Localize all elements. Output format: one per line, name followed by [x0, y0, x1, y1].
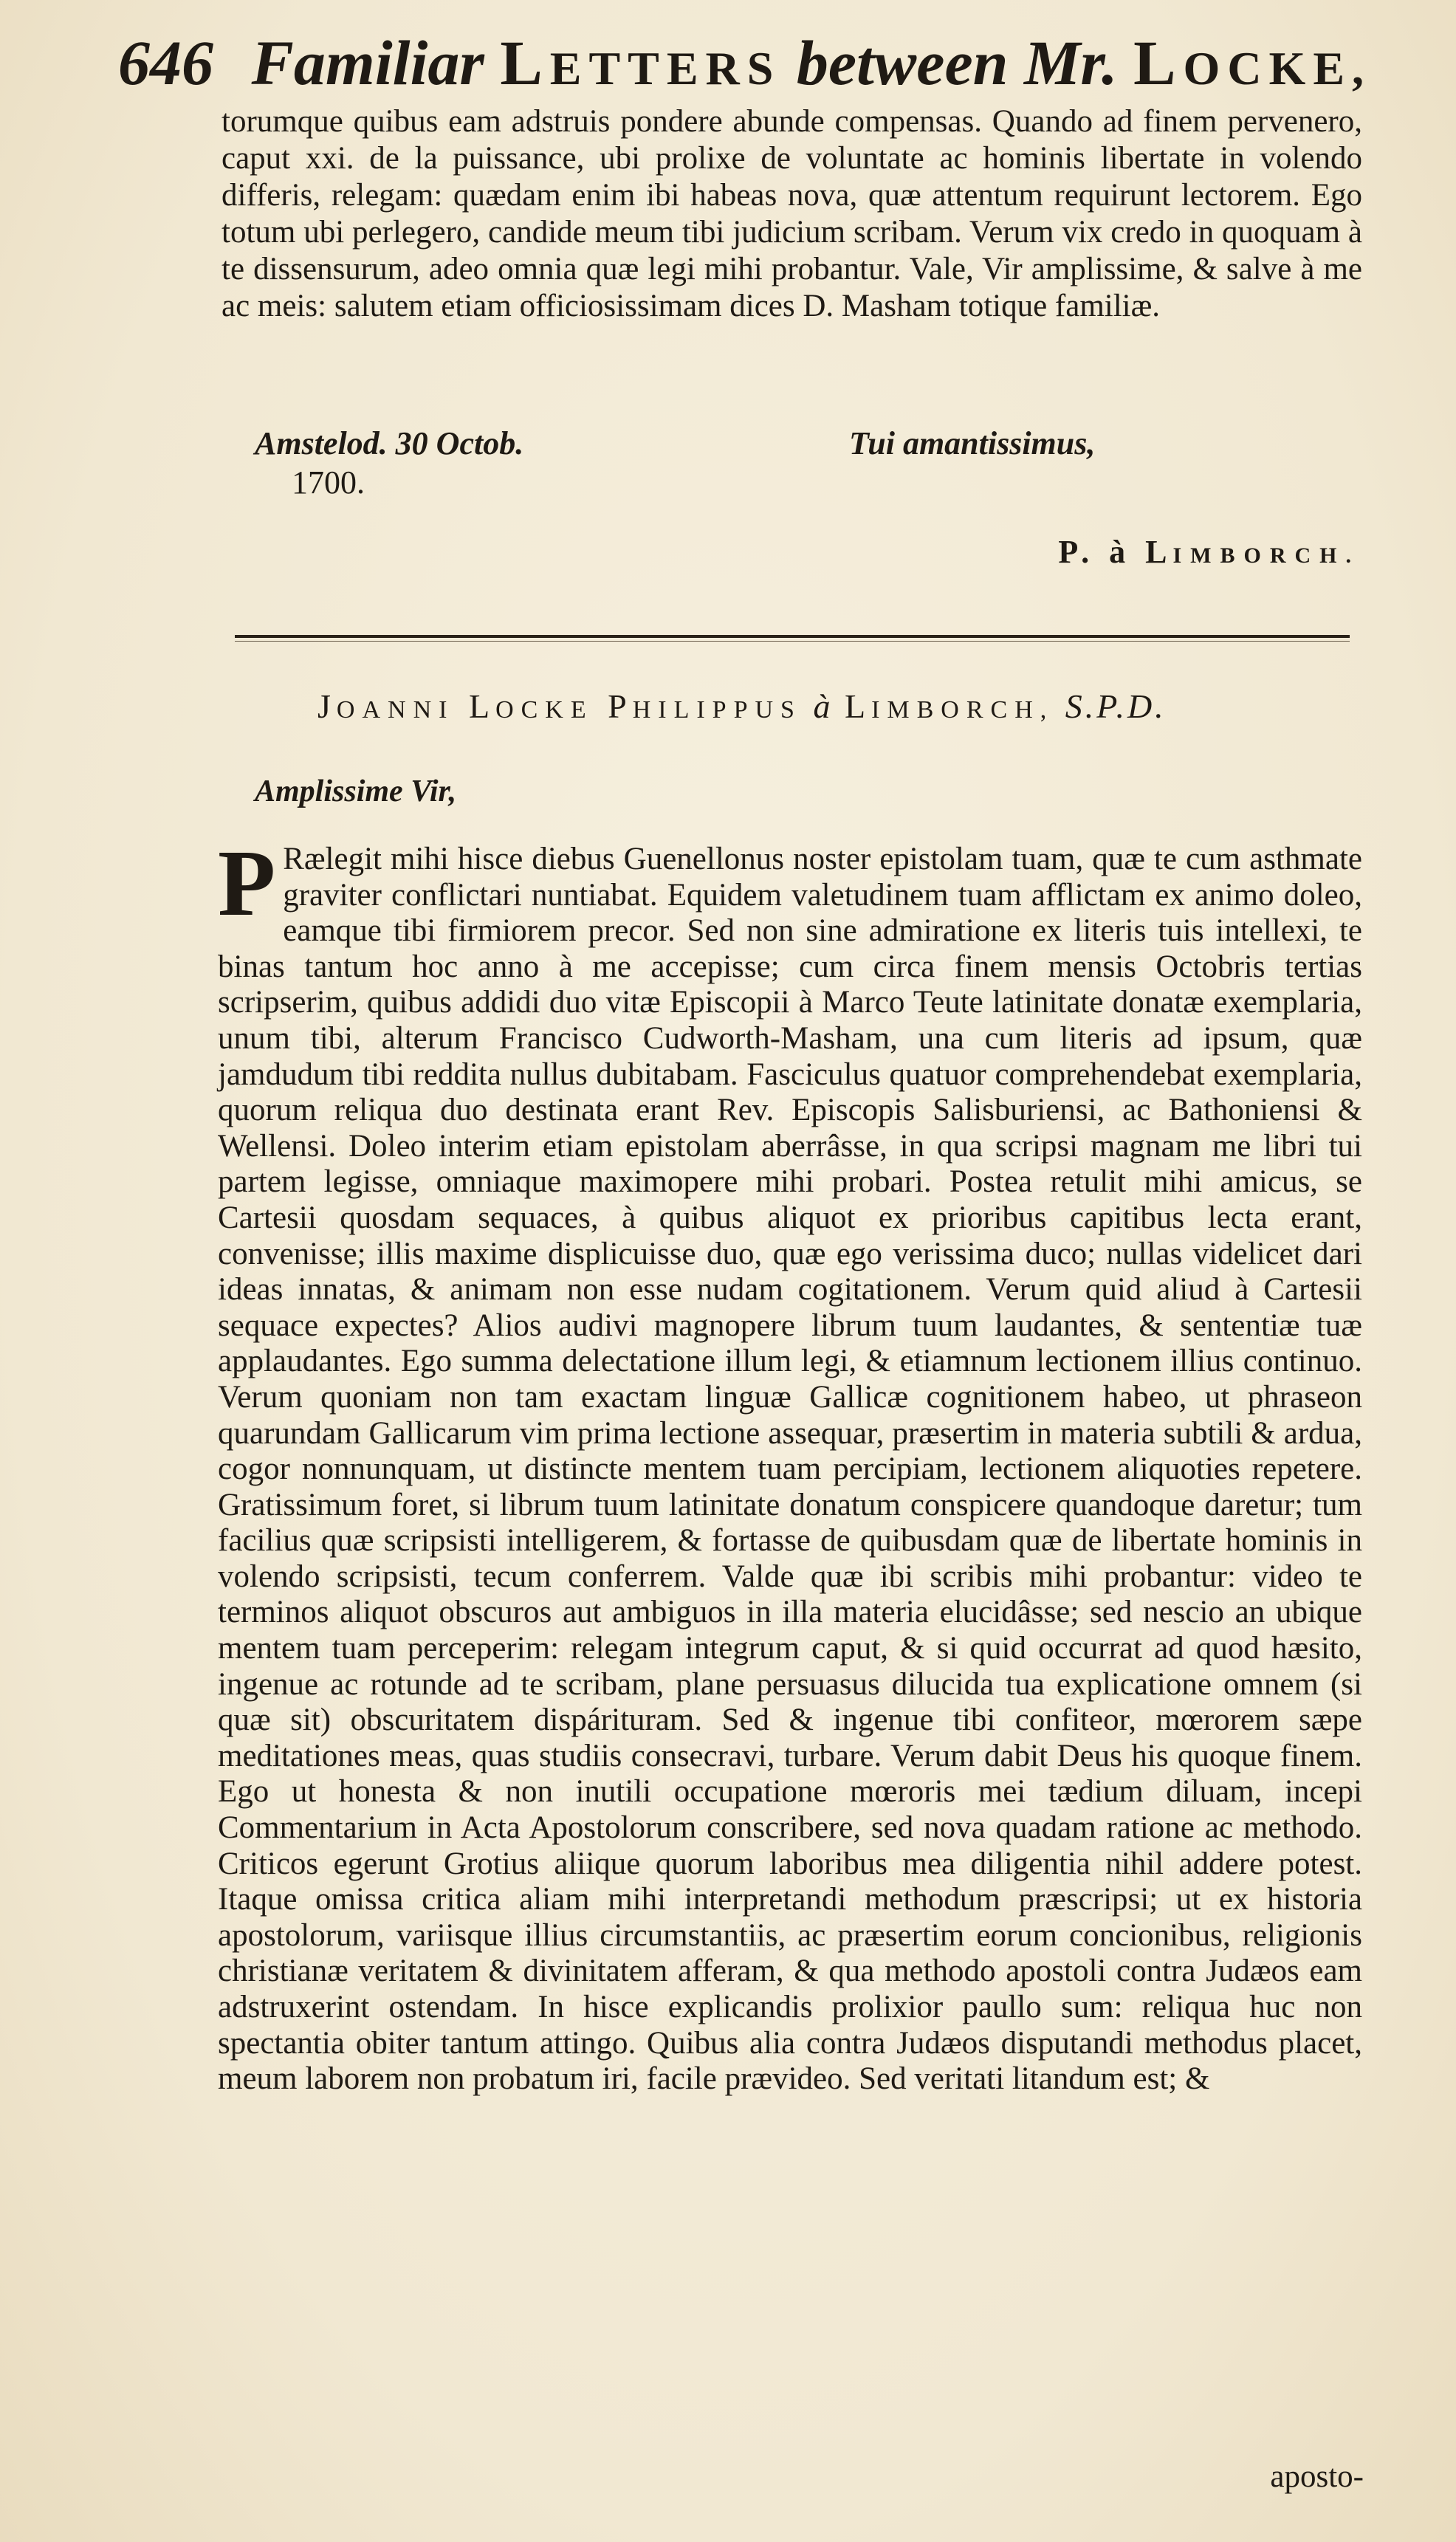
letter2-salutation: Amplissime Vir,	[255, 774, 457, 808]
title-part: à	[801, 687, 845, 725]
title-part: OCKE	[495, 696, 594, 724]
title-part: HILIPPUS	[632, 696, 802, 724]
letter2-body	[218, 831, 1362, 2098]
signer-rest: IMBORCH.	[1172, 543, 1360, 568]
title-part: J	[317, 687, 337, 725]
header-word-letters	[500, 27, 780, 98]
signer-initial: P. à L	[1058, 534, 1173, 570]
title-part: L	[844, 687, 872, 725]
drop-cap: P	[218, 831, 276, 935]
header-word-between: between	[796, 27, 1009, 98]
place-date-text: Amstelod. 30 Octob.	[255, 425, 524, 461]
letter1-valediction: Tui amantissimus,	[849, 425, 1096, 461]
title-part: P	[593, 687, 633, 725]
section-divider-rule	[235, 635, 1350, 638]
letter1-closing-paragraph: torumque quibus eam adstruis pondere abunde compensas. Quando ad finem pervenero, caput xxi. de la puissance, ubi prolixe de voluntate ac hominis libertate in volendo differis, relegam: quædam enim ibi habeas nova, quæ attentum requirunt lectorem. Ego totum ubi perlegero, candide meum tibi judicium scribam. Verum vix credo in quoquam à te dissensurum, adeo omnia quæ legi mihi probantur. Vale, Vir amplissime, & salve à me ac meis: salutem etiam officiosissimam dices D. Masham totique familiæ.	[222, 104, 1362, 323]
section-divider-hairline	[235, 641, 1350, 642]
catchword: aposto-	[1270, 2459, 1364, 2494]
header-word-mr: Mr.	[1023, 27, 1118, 98]
letter1-place-date	[255, 425, 523, 463]
letter2-title	[317, 687, 1167, 726]
title-part: IMBORCH,	[871, 696, 1054, 724]
header-letters-initial: L	[500, 27, 550, 98]
letter1-signature	[1058, 533, 1360, 571]
title-part: S.P.D.	[1054, 687, 1167, 725]
header-locke-rest: OCKE,	[1183, 42, 1371, 95]
letter1-year: 1700.	[292, 464, 365, 501]
title-part: OANNI	[336, 696, 455, 724]
page-number: 646	[118, 27, 213, 98]
header-letters-rest: ETTERS	[549, 42, 781, 95]
header-locke-initial: L	[1133, 27, 1184, 98]
header-word-locke	[1133, 27, 1371, 98]
letter2-body-text: Rælegit mihi hisce diebus Guenellonus noster epistolam tuam, quæ te cum asthmate graviter conflictari nuntiabat. Equidem valetudinem tuam afflictam ex animo doleo, eamque tibi firmiorem precor. Sed non sine admiratione ex literis tuis intellexi, te binas tantum hoc anno à me accepisse; cum circa finem mensis Octobris tertias scripserim, quibus addidi duo vitæ Episcopii à Marco Teute latinitate donatæ exemplaria, unum tibi, alterum Francisco Cudworth-Masham, una cum literis ad ipsum, quæ jamdudum tibi reddita nullus dubitabam. Fasciculus quatuor comprehendebat exemplaria, quorum reliqua duo destinata erant Rev. Episcopis Salisburiensi, ac Bathoniensi & Wellensi. Doleo interim etiam epistolam aberrâsse, in qua scripsi magnam me libri tui partem legisse, omniaque maximopere mihi probari. Postea retulit mihi amicus, se Cartesii quosdam sequaces, à quibus aliquot ex prioribus capitibus lecta erant, convenisse; illis maxime displicuisse duo, quæ ego verissima duco; nullas videlicet dari ideas innatas, & animam non esse nudam cogitationem. Verum quid aliud à Cartesii sequace expectes? Alios audivi magnopere librum tuum laudantes, & sententiæ tuæ applaudantes. Ego summa delectatione illum legi, & etiamnum lectionem illius continuo. Verum quoniam non tam exactam linguæ Gallicæ cognitionem habeo, ut phraseon quarundam Gallicarum vim prima lectione assequar, præsertim in materia subtili & ardua, cogor nonnunquam, ut distincte mentem tuam percipiam, lectionem aliquoties repetere. Gratissimum foret, si librum tuum latinitate donatum conspicere quandoque daretur; tum facilius quæ scripsisti intelligerem, & fortasse de quibusdam quæ de libertate hominis in volendo scripsisti, tecum conferrem. Valde quæ ibi scribis mihi probantur: video te terminos aliquot obscuros aut ambiguos in illa materia elucidâsse; sed nescio an ubique mentem tuam perceperim: relegam integrum caput, & si quid occurrat ad quod hæsito, ingenue ac rotunde ad te scribam, plane persuasus dilucida tua explicatione omnem (si quæ sit) obscuritatem dispárituram. Sed & ingenue tibi confiteor, mœrorem sæpe meditationes meas, quas studiis consecravi, turbare. Verum dabit Deus his quoque finem. Ego ut honesta & non inutili occupatione mœroris mei tædium diluam, incepi Commentarium in Acta Apostolorum conscribere, sed nova quadam ratione ac methodo. Criticos egerunt Grotius aliique quorum laboribus mea diligentia nihil addere potest. Itaque omissa critica aliam mihi interpretandi methodum præscripsi; ut ex historia apostolorum, variisque illius circumstantiis, ac præsertim eorum concionibus, religionis christianæ veritatem & divinitatem afferam, & qua methodo apostoli contra Judæos eam adstruxerint ostendam. In hisce explicandis prolixior paullo sum: reliqua huc non spectantia obiter tantum attingo. Quibus alia contra Judæos disputandi methodus placet, meum laborem non probatum iri, facile prævideo. Sed veritati litandum est; &	[218, 842, 1362, 2097]
title-part: L	[454, 687, 496, 725]
running-header	[118, 28, 1373, 98]
header-word-familiar: Familiar	[251, 27, 484, 98]
